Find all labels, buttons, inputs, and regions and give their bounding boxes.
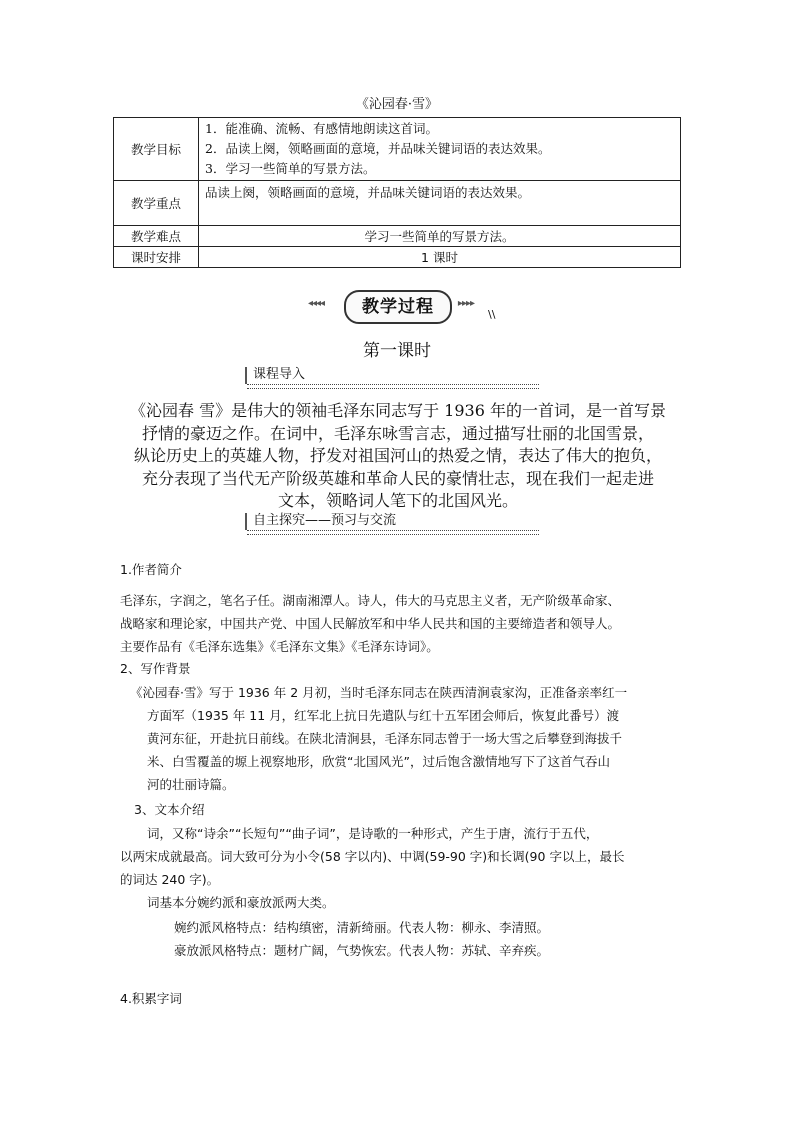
heading-background: 2、写作背景 — [120, 661, 191, 676]
intro-line: 充分表现了当代无产阶级英雄和革命人民的豪情壮志，现在我们一起走进 — [141, 468, 654, 488]
arrows-left-icon: ◂◂◂◂ — [308, 298, 325, 309]
table-row — [114, 247, 681, 268]
row-label-goals: 教学目标 — [114, 118, 199, 181]
text-line: 《沁园春·雪》写于 1936 年 2 月初，当时毛泽东同志在陕西清涧袁家沟，正准备亲率红一 — [130, 685, 628, 700]
arrows-right-icon: ▸▸▸▸ — [457, 298, 474, 309]
text-line: 河的壮丽诗篇。 — [147, 777, 235, 792]
heading-author: 1.作者简介 — [120, 562, 182, 577]
section-title: 课程导入 — [253, 367, 306, 382]
section-underline — [247, 384, 539, 389]
text-line: 方面军（1935 年 11 月，红军北上抗日先遣队与红十五军团会师后，恢复此番号）渡 — [147, 708, 620, 723]
school-haofang: 豪放派风格特点：题材广阔，气势恢宏。代表人物：苏轼、辛弃疾。 — [174, 943, 550, 958]
text-line: 的词达 240 字)。 — [120, 872, 220, 887]
text-line: 毛泽东，字润之，笔名子任。湖南湘潭人。诗人，伟大的马克思主义者，无产阶级革命家、 — [120, 593, 621, 608]
section-underline — [247, 530, 539, 535]
text-line: 以两宋成就最高。词大致可分为小令(58 字以内)、中调(59-90 字)和长调(90 字以上，最长 — [120, 849, 625, 864]
intro-line: 纵论历史上的英雄人物，抒发对祖国河山的热爱之情，表达了伟大的抱负， — [133, 446, 662, 465]
goal-line: 3．学习一些简单的写景方法。 — [205, 161, 376, 176]
table-row — [114, 118, 681, 181]
teaching-process-banner — [308, 290, 496, 322]
document-title: 《沁园春·雪》 — [355, 97, 439, 112]
intro-line: 抒情的豪迈之作。在词中，毛泽东咏雪言志，通过描写壮丽的北国雪景， — [141, 423, 654, 443]
goals-cell — [199, 118, 681, 181]
intro-line: 《沁园春 雪》是伟大的领袖毛泽东同志写于 1936 年的一首词，是一首写景 — [130, 401, 666, 420]
table-row — [114, 226, 681, 247]
intro-line: 文本，领略词人笔下的北国风光。 — [277, 491, 518, 510]
text-intro-paragraph — [120, 822, 690, 891]
author-paragraph — [120, 589, 690, 658]
lesson-title: 第一课时 — [363, 341, 431, 361]
section-header-intro — [245, 366, 541, 386]
banner-title: 教学过程 — [344, 290, 452, 324]
background-paragraph — [130, 681, 690, 796]
lesson-plan-table — [113, 117, 681, 268]
section-header-explore — [245, 512, 541, 532]
section-bar — [245, 513, 247, 530]
row-label-schedule: 课时安排 — [114, 247, 199, 268]
table-row — [114, 181, 681, 226]
intro-paragraph — [112, 400, 684, 513]
goal-line: 1．能准确、流畅、有感情地朗读这首词。 — [205, 121, 438, 136]
text-line: 战略家和理论家，中国共产党、中国人民解放军和中华人民共和国的主要缔造者和领导人。 — [120, 616, 621, 631]
text-line: 黄河东征，开赴抗日前线。在陕北清涧县，毛泽东同志曾于一场大雪之后攀登到海拔千 — [147, 731, 623, 746]
heading-words: 4.积累字词 — [120, 991, 182, 1006]
school-wanyue: 婉约派风格特点：结构缜密，清新绮丽。代表人物：柳永、李清照。 — [174, 920, 550, 935]
schools-intro: 词基本分婉约派和豪放派两大类。 — [147, 895, 335, 910]
schedule-cell: 1 课时 — [199, 247, 681, 268]
section-title: 自主探究——预习与交流 — [253, 513, 397, 528]
section-bar — [245, 367, 247, 384]
row-label-difficulties: 教学难点 — [114, 226, 199, 247]
heading-text-intro: 3、文本介绍 — [134, 802, 205, 817]
goal-line: 2．品读上阕，领略画面的意境，并品味关键词语的表达效果。 — [205, 141, 551, 156]
text-line: 主要作品有《毛泽东选集》《毛泽东文集》《毛泽东诗词》。 — [120, 639, 439, 654]
row-label-key-points: 教学重点 — [114, 181, 199, 226]
text-line: 米、白雪覆盖的塬上视察地形，欣赏“北国风光”，过后饱含激情地写下了这首气吞山 — [147, 754, 610, 769]
key-points-cell: 品读上阕，领略画面的意境，并品味关键词语的表达效果。 — [199, 181, 681, 226]
difficulties-cell: 学习一些简单的写景方法。 — [199, 226, 681, 247]
stray-mark: \\ — [488, 308, 496, 321]
text-line: 词，又称“诗余”“长短句”“曲子词”，是诗歌的一种形式，产生于唐，流行于五代， — [147, 826, 599, 841]
